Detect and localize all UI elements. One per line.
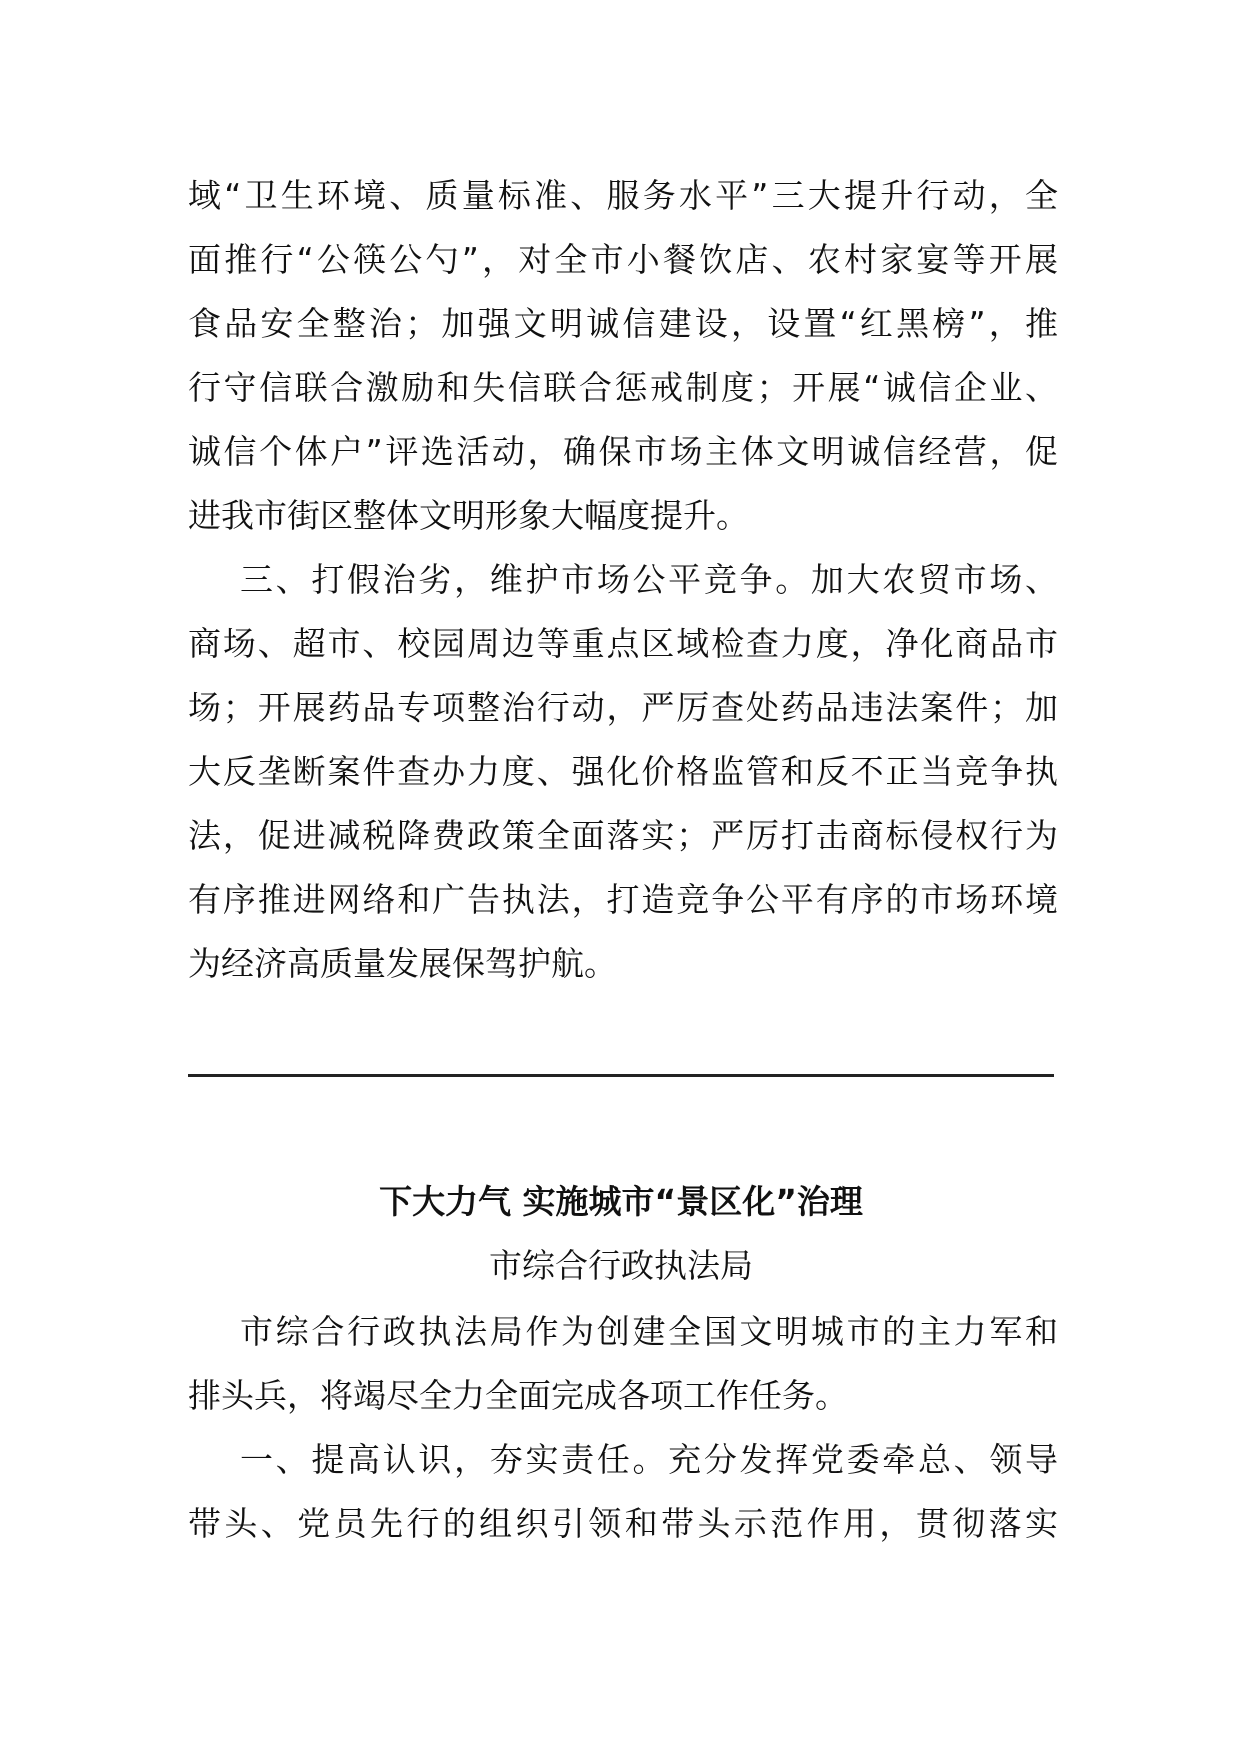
paragraph-line: 排头兵，将竭尽全力全面完成各项工作任务。: [188, 1376, 848, 1415]
paragraph-line: 市综合行政执法局作为创建全国文明城市的主力军和: [240, 1312, 1058, 1351]
paragraph-line: 商场、超市、校园周边等重点区域检查力度，净化商品市: [188, 624, 1058, 663]
section-divider: [188, 1074, 1054, 1077]
paragraph-line: 法，促进减税降费政策全面落实；严厉打击商标侵权行为: [188, 816, 1058, 855]
paragraph-line: 行守信联合激励和失信联合惩戒制度；开展“诚信企业、: [188, 368, 1058, 407]
paragraph-line: 食品安全整治；加强文明诚信建设，设置“红黑榜”，推: [188, 304, 1058, 343]
paragraph-line: 大反垄断案件查办力度、强化价格监管和反不正当竞争执: [188, 752, 1058, 791]
paragraph-line: 一、提高认识，夯实责任。充分发挥党委牵总、领导: [240, 1440, 1058, 1479]
paragraph-line: 面推行“公筷公勺”，对全市小餐饮店、农村家宴等开展: [188, 240, 1058, 279]
paragraph-line: 场；开展药品专项整治行动，严厉查处药品违法案件；加: [188, 688, 1058, 727]
paragraph-line: 带头、党员先行的组织引领和带头示范作用，贯彻落实: [188, 1504, 1058, 1543]
article-title: 下大力气 实施城市“景区化”治理: [379, 1182, 863, 1221]
paragraph-line: 有序推进网络和广告执法，打造竞争公平有序的市场环境: [188, 880, 1058, 919]
paragraph-line: 三、打假治劣，维护市场公平竞争。加大农贸市场、: [240, 560, 1058, 599]
paragraph-line: 为经济高质量发展保驾护航。: [188, 944, 617, 983]
paragraph-line: 进我市街区整体文明形象大幅度提升。: [188, 496, 749, 535]
paragraph-line: 诚信个体户”评选活动，确保市场主体文明诚信经营，促: [188, 432, 1058, 471]
paragraph-line: 域“卫生环境、质量标准、服务水平”三大提升行动，全: [188, 176, 1058, 215]
article-author: 市综合行政执法局: [489, 1246, 753, 1285]
